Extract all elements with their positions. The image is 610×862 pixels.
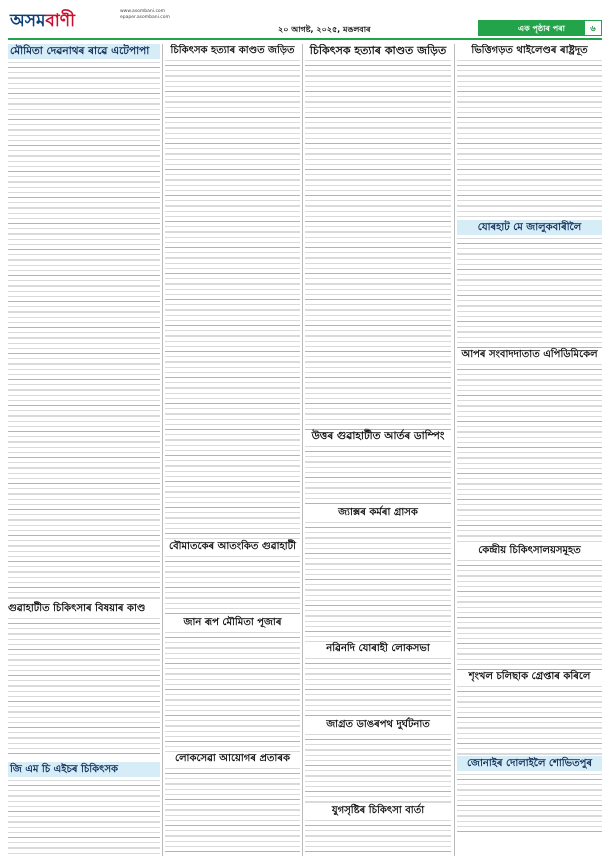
article-body [305,734,451,804]
headline[interactable]: গুৱাহাটীত চিকিৎসাৰ বিষয়াৰ কাণ্ড [8,603,146,614]
headline[interactable]: আপৰ সংবাদদাতাত এপিডিমিকেল [461,349,598,360]
dateline: ২০ আগষ্ট, ২০২৫, মঙলবাৰ [278,25,371,34]
column-2 [165,44,300,856]
article-body [457,60,602,220]
header-rule [8,38,602,40]
newspaper-logo[interactable] [10,8,75,36]
article-body [8,618,160,758]
article-body [305,820,451,856]
headline[interactable]: কেন্দ্ৰীয় চিকিৎসালয়সমূহত [478,545,581,556]
page-badge [478,20,602,36]
article-body [457,238,602,348]
column-divider [454,44,455,856]
article-body [165,60,300,540]
headline[interactable]: শৃংখল চলিছাক গ্ৰেপ্তাৰ কৰিলে [468,671,591,682]
headline[interactable]: বৌমাতকেৰ আতংকিত গুৱাহাটী [169,541,296,552]
headline[interactable]: উত্তৰ গুৱাহাটীত আৰ্তৰ ডাম্পিং [311,430,445,442]
site-link[interactable]: www.asombani.com [120,9,166,14]
article-body [457,774,602,834]
headline[interactable]: জ্যাক্সৰ কৰ্মৰা গ্ৰাসক [338,507,418,518]
article-body [457,686,602,756]
article-body [457,560,602,670]
logo-accent: বাণী [45,11,75,31]
epaper-link[interactable]: epaper.asombani.com [120,15,170,20]
headline[interactable]: যুগসৃষ্টিৰ চিকিৎসা বাৰ্তা [331,805,425,816]
article-body [8,62,160,602]
column-3 [305,44,451,856]
article-body [305,446,451,506]
page-label: এক পৃষ্ঠাৰ পৰা [518,24,565,33]
column-1 [8,44,160,856]
article-body [165,768,300,856]
article-body [305,522,451,642]
headline[interactable]: জাগ্ৰত ডাঙৰপথ দুৰ্ঘটনাত [326,719,430,730]
site-links [120,9,170,21]
masthead [8,6,602,46]
column-4 [457,44,602,856]
logo-main: অসম [10,11,46,31]
column-divider [302,44,303,856]
headline[interactable]: চিকিৎসক হত্যাৰ কাণ্ডত জড়িত [309,44,447,57]
headline[interactable]: নৱিনদি যোৰাহী লোকসভা [326,643,430,654]
headline[interactable]: ভিত্তিগড়ত থাইলেণ্ডৰ ৰাষ্ট্ৰদূত [471,45,588,56]
article-body [8,780,160,856]
article-body [165,632,300,752]
headline[interactable]: মৌমিতা দেৱনাথৰ ৰাৱে এটেপাপা [8,44,160,59]
headline[interactable]: জোনাইৰ দোলাইলৈ শোভিতপুৰ [457,756,602,771]
article-body [305,60,451,430]
headline[interactable]: চিকিৎসক হত্যাৰ কাণ্ডত জড়িত [170,45,295,56]
article-body [457,364,602,544]
headline[interactable]: লোকসেৱা আয়োগৰ প্ৰতাৰক [175,753,290,764]
headline[interactable]: জি এম চি এইচৰ চিকিৎসক [8,762,160,777]
page-number: ৬ [584,20,602,36]
article-body [165,556,300,616]
headline[interactable]: যোৰহাট মে জালুকবাৰীলৈ [457,220,602,235]
article-body [305,658,451,718]
headline[interactable]: জান ৰূপ মৌমিতা পূজাৰ [183,617,282,628]
column-divider [162,44,163,856]
